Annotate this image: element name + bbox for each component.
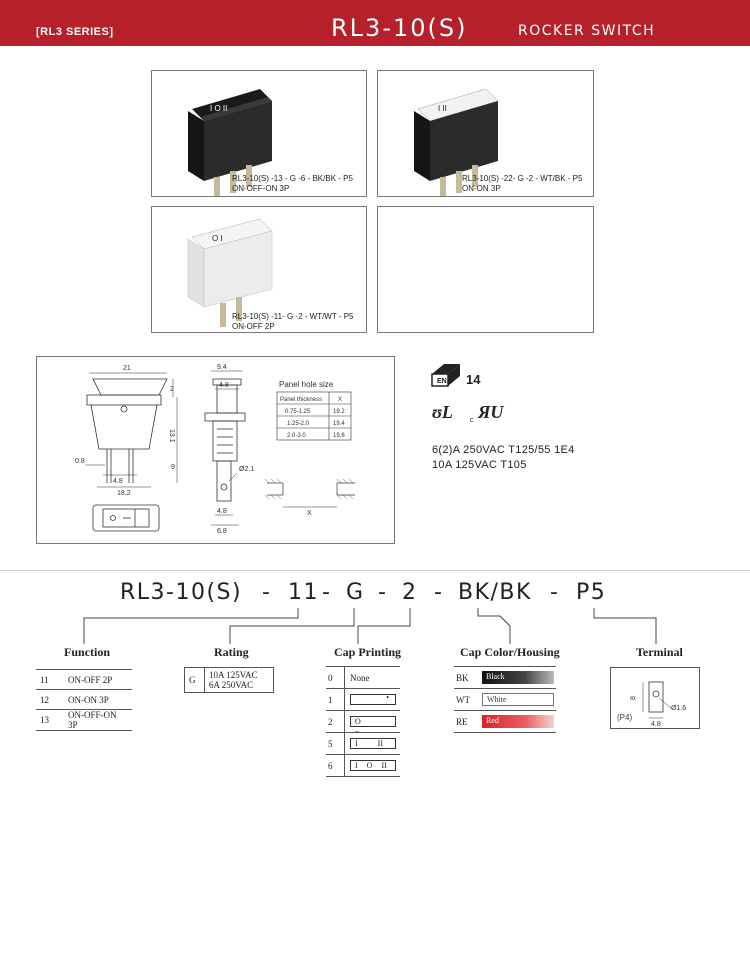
terminal-box <box>610 667 700 729</box>
cap-printing-row-1 <box>326 689 400 711</box>
svg-text:ʊL: ʊL <box>432 402 453 422</box>
dim-height-body: 13.1 <box>168 429 175 443</box>
cap-color-swatch-red: Red <box>482 715 554 728</box>
cap-color-code: RE <box>456 717 468 727</box>
photo-2-function: ON-ON 3P <box>462 184 501 193</box>
dim-width-top: 21 <box>123 365 131 372</box>
pn-dash-5: - <box>550 580 560 605</box>
function-title: Function <box>64 645 111 659</box>
function-table <box>36 669 132 731</box>
cap-color-row-black <box>454 667 556 689</box>
dim-pin-height: 9 <box>171 464 175 471</box>
panel-header-x: X <box>338 397 343 403</box>
enec-icon <box>432 364 460 386</box>
panel-table-title: Panel hole size <box>279 380 334 389</box>
function-code: 12 <box>36 690 64 710</box>
function-desc: ON-ON 3P <box>64 690 132 710</box>
dim-base-width: 18.2 <box>117 490 131 497</box>
product-photo-2 <box>377 70 594 197</box>
ul-icon <box>432 402 504 424</box>
cert-rating-line-2: 10A 125VAC T105 <box>432 459 527 471</box>
terminal-dim-h: 8 <box>630 696 637 700</box>
dim-side-top: 9.4 <box>217 364 227 371</box>
dim-pin-gap: 0.8 <box>75 458 85 465</box>
dim-term-w1: 4.8 <box>217 508 227 515</box>
pn-cap-printing: 2 <box>402 580 418 605</box>
terminal-code: (P4) <box>617 713 633 722</box>
svg-text:I O II: I O II <box>210 104 228 113</box>
dim-term-w2: 6.8 <box>217 528 227 535</box>
pn-rating: G <box>346 580 365 605</box>
panel-row-1-x: 19.2 <box>333 409 345 415</box>
cap-color-swatch-black: Black <box>482 671 554 684</box>
function-code: 11 <box>36 670 64 690</box>
enec-number: 14 <box>466 372 481 387</box>
panel-row-1-thickness: 0.75-1.25 <box>285 409 311 415</box>
cert-rating-line-1: 6(2)A 250VAC T125/55 1E4 <box>432 444 575 456</box>
cap-color-code: BK <box>456 673 469 683</box>
function-desc: ON-OFF-ON 3P <box>64 710 132 731</box>
svg-text:O I: O I <box>212 234 223 243</box>
dim-hole: Ø2.1 <box>239 466 255 473</box>
cap-printing-row-5 <box>326 733 400 755</box>
cap-printing-num: 1 <box>328 695 333 705</box>
cap-printing-title: Cap Printing <box>334 645 402 659</box>
terminal-dim-w: 4.8 <box>651 721 661 728</box>
table-row <box>36 710 132 731</box>
cap-printing-row-2 <box>326 711 400 733</box>
photo-1-model: RL3-10(S) -13 - G -6 - BK/BK - P5 <box>232 174 353 183</box>
cap-printing-num: 0 <box>328 673 333 683</box>
photo-3-model: RL3-10(S) -11- G -2 - WT/WT - P5 <box>232 312 354 321</box>
page-header <box>0 0 750 46</box>
cap-printing-row-0 <box>326 667 400 689</box>
terminal-dim-hole: Ø1.6 <box>671 705 687 712</box>
product-photo-1 <box>151 70 367 197</box>
cap-printing-none: None <box>350 673 370 683</box>
cert-marks <box>430 362 520 426</box>
svg-text:c: c <box>470 417 474 424</box>
function-desc: ON-OFF 2P <box>64 670 132 690</box>
cap-printing-num: 2 <box>328 717 333 727</box>
pn-dash-3: - <box>378 580 388 605</box>
svg-text:I II: I II <box>438 104 447 113</box>
pn-function: 11 <box>288 580 319 605</box>
cap-printing-row-6 <box>326 755 400 777</box>
cap-printing-symbol-dot: • <box>350 694 396 705</box>
product-photo-3 <box>151 206 367 333</box>
rating-box <box>184 667 274 693</box>
cap-printing-symbol-i-o-ii: I O II <box>350 760 396 771</box>
dim-pin-spacing: 4.8 <box>113 478 123 485</box>
panel-row-2-thickness: 1.25-2.0 <box>287 421 310 427</box>
function-code: 13 <box>36 710 64 731</box>
product-photo-empty <box>377 206 594 333</box>
svg-text:ЯU: ЯU <box>478 402 504 422</box>
photo-1-function: ON-OFF-ON 3P <box>232 184 290 193</box>
cap-color-row-red <box>454 711 556 733</box>
photo-2-model: RL3-10(S) -22- G -2 - WT/BK - P5 <box>462 174 583 183</box>
table-row <box>36 670 132 690</box>
dim-x: X <box>307 510 312 517</box>
series-label: [RL3 SERIES] <box>36 26 114 38</box>
product-title: ROCKER SWITCH <box>518 23 656 39</box>
cap-color-row-white <box>454 689 556 711</box>
dimension-drawing <box>37 357 396 545</box>
photo-3-function: ON-OFF 2P <box>232 322 275 331</box>
cap-color-swatch-white: White <box>482 693 554 706</box>
pn-dash-1: - <box>262 580 272 605</box>
technical-drawing <box>36 356 395 544</box>
pn-color: BK/BK <box>458 580 532 605</box>
rating-title: Rating <box>214 645 249 659</box>
dim-side-inner: 4.8 <box>219 382 229 389</box>
rating-line-2: 6A 250VAC <box>209 680 254 690</box>
table-row <box>36 690 132 710</box>
pn-terminal: P5 <box>576 580 607 605</box>
certifications <box>430 362 630 472</box>
cap-color-title: Cap Color/Housing <box>460 645 560 659</box>
cap-printing-symbol-i-ii: I II <box>350 738 396 749</box>
pn-dash-4: - <box>434 580 444 605</box>
terminal-drawing <box>611 668 701 730</box>
svg-text:EN: EN <box>437 378 447 385</box>
pn-model: RL3-10(S) <box>120 580 243 605</box>
cap-printing-symbol-o-dash: O – <box>350 716 396 727</box>
panel-row-3-x: 19.6 <box>333 433 345 439</box>
rating-line-1: 10A 125VAC <box>209 670 258 680</box>
terminal-title: Terminal <box>636 645 683 659</box>
dim-height-cap: 2 <box>170 386 174 393</box>
pn-dash-2: - <box>322 580 332 605</box>
panel-row-2-x: 19.4 <box>333 421 345 427</box>
cap-color-code: WT <box>456 695 470 705</box>
model-title: RL3-10(S) <box>331 14 468 42</box>
panel-row-3-thickness: 2.0-3.0 <box>287 433 306 439</box>
panel-header-thickness: Panel thickness <box>280 397 323 403</box>
rating-code: G <box>189 675 196 685</box>
cap-printing-num: 6 <box>328 761 333 771</box>
cap-printing-num: 5 <box>328 739 333 749</box>
section-divider <box>0 570 750 571</box>
